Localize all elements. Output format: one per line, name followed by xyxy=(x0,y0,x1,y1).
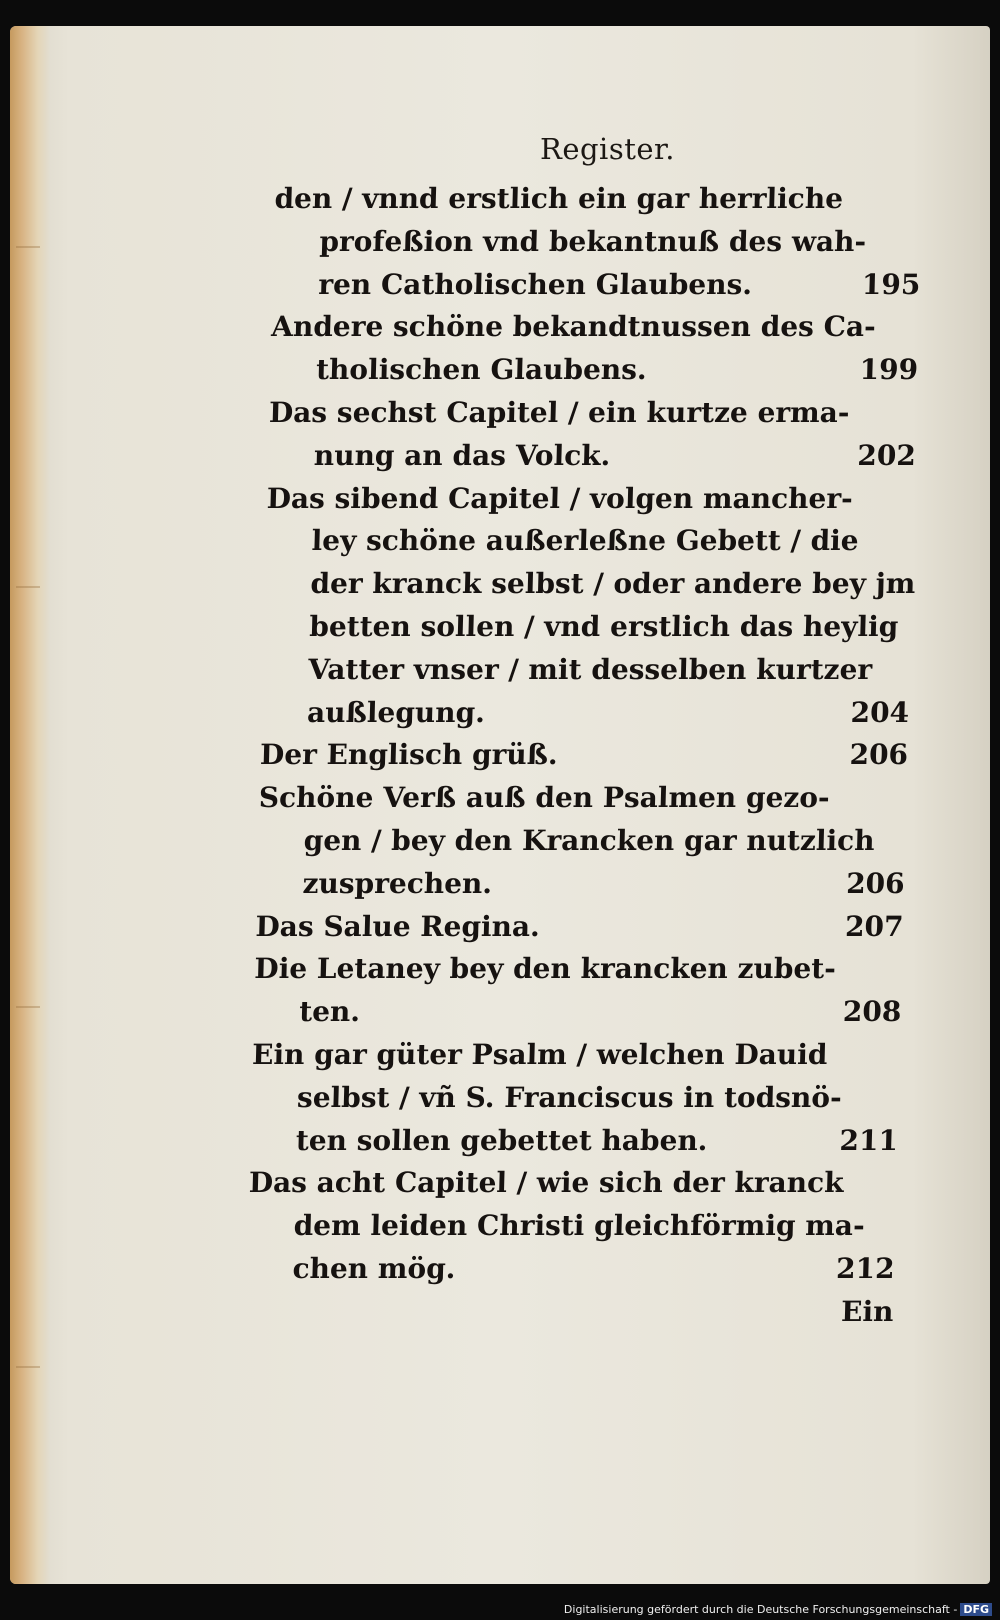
register-entry xyxy=(270,306,932,392)
entry-line: zusprechen. xyxy=(302,866,493,900)
entry-line: ren Catholischen Glaubens. xyxy=(317,267,753,301)
register-entry xyxy=(256,777,919,905)
page-number: 208 xyxy=(842,995,902,1029)
entry-line: nung an das Volck. xyxy=(313,438,611,472)
register-entry xyxy=(246,1162,909,1290)
entry-line: profeßion vnd bekantnuß des wah- xyxy=(319,224,867,258)
entry-line: ten sollen gebettet haben. xyxy=(295,1123,709,1157)
register-entry xyxy=(259,734,920,777)
entry-line: der kranck selbst / oder andere bey jm xyxy=(310,567,916,601)
register-entry xyxy=(253,948,915,1034)
entry-line: Der Englisch grüß. xyxy=(259,738,559,772)
book-page xyxy=(10,26,990,1584)
page-number: 207 xyxy=(844,909,904,943)
catchword: Ein xyxy=(840,1294,894,1328)
entry-line: gen / bey den Krancken gar nutzlich xyxy=(303,823,876,857)
entry-line: chen mög. xyxy=(292,1251,456,1285)
entry-line: Das Salue Regina. xyxy=(255,909,541,943)
page-number: 202 xyxy=(856,438,917,472)
entry-line: Vatter vnser / mit desselben kurtzer xyxy=(307,652,873,686)
entry-line: Das sibend Capitel / volgen mancher- xyxy=(266,481,854,515)
page-edge-line xyxy=(16,1006,40,1008)
running-head: Register. xyxy=(540,132,675,166)
entry-line: Das sechst Capitel / ein kurtze erma- xyxy=(268,395,850,429)
entry-line: Andere schöne bekandtnussen des Ca- xyxy=(270,310,877,344)
entry-line: Schöne Verß auß den Psalmen gezo- xyxy=(258,781,831,815)
entry-line: selbst / vñ S. Franciscus in todsnö- xyxy=(296,1080,843,1114)
page-edge-line xyxy=(16,586,40,588)
register-entry xyxy=(272,178,935,306)
entry-line: Das acht Capitel / wie sich der kranck xyxy=(248,1166,845,1200)
register-entry xyxy=(249,1034,912,1162)
register-entry xyxy=(261,478,928,735)
register-entry xyxy=(255,906,916,949)
entry-line: den / vnnd erstlich ein gar herrliche xyxy=(274,182,844,215)
page-number: 212 xyxy=(835,1251,896,1285)
dfg-logo: DFG xyxy=(960,1603,992,1616)
entry-line: außlegung. xyxy=(306,695,486,729)
page-number: 206 xyxy=(849,738,909,772)
register-entry xyxy=(267,392,929,478)
footer-text: Digitalisierung gefördert durch die Deutsche Forschungsgemeinschaft - xyxy=(563,1603,958,1616)
page-edge xyxy=(10,26,50,1584)
entry-line: ten. xyxy=(298,995,361,1029)
page-edge-line xyxy=(16,246,40,248)
entry-line: Ein gar güter Psalm / welchen Dauid xyxy=(251,1037,828,1071)
digitization-footer xyxy=(564,1603,992,1616)
page-number: 204 xyxy=(850,695,910,729)
entry-line: betten sollen / vnd erstlich das heylig xyxy=(308,609,899,643)
entry-line: dem leiden Christi gleichförmig ma- xyxy=(293,1209,866,1243)
page-number: 199 xyxy=(859,353,919,387)
page-number: 195 xyxy=(861,267,921,301)
entry-line: Die Letaney bey den krancken zubet- xyxy=(253,952,837,986)
entry-line: ley schöne außerleßne Gebett / die xyxy=(311,524,860,558)
page-number: 206 xyxy=(845,866,906,900)
page-number: 211 xyxy=(839,1123,899,1157)
register-entries xyxy=(245,178,935,1334)
page-edge-line xyxy=(16,1366,40,1368)
entry-line: tholischen Glaubens. xyxy=(315,353,648,387)
